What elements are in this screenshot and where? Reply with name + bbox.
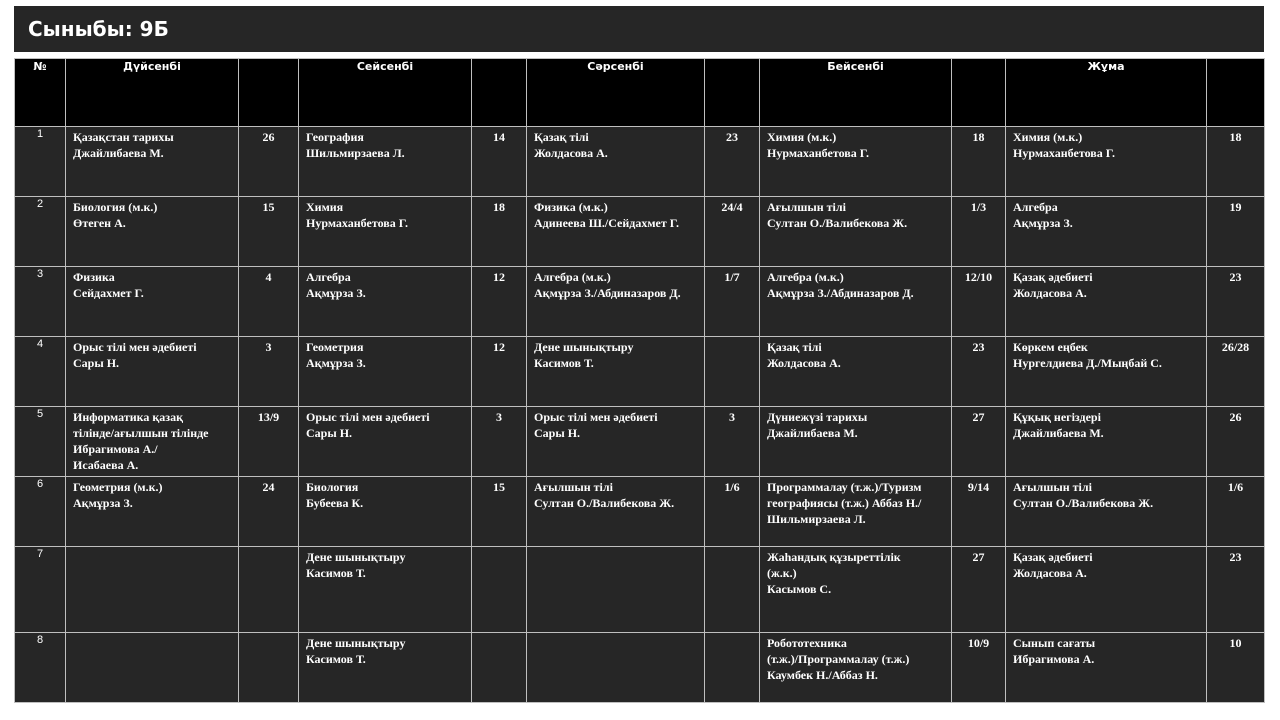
room-number	[705, 337, 760, 407]
room-number: 1/7	[705, 267, 760, 337]
teacher-name: Ақмұрза З.	[73, 496, 133, 510]
lesson-line: тілінде/ағылшын тілінде	[73, 426, 209, 440]
lesson-cell	[66, 337, 239, 407]
lesson-cell	[299, 477, 472, 547]
subject-name: Физика	[73, 270, 115, 284]
teacher-name: Сары Н.	[306, 426, 353, 440]
room-number: 24	[239, 477, 299, 547]
room-number: 1/3	[952, 197, 1006, 267]
lesson-cell	[1006, 337, 1207, 407]
header-day-monday: Дүйсенбі	[66, 59, 239, 127]
room-number: 15	[472, 477, 527, 547]
lesson-cell	[527, 267, 705, 337]
table-row	[15, 127, 1265, 197]
table-row	[15, 477, 1265, 547]
page-title: Сыныбы: 9Б	[14, 6, 1264, 52]
room-number: 26	[239, 127, 299, 197]
room-number: 23	[1207, 547, 1265, 633]
teacher-name: Шильмирзаева Л.	[306, 146, 405, 160]
subject-name: Биология	[306, 480, 359, 494]
teacher-name: Касимов Т.	[306, 652, 366, 666]
lesson-cell	[760, 407, 952, 477]
teacher-name: Касимов Т.	[534, 356, 594, 370]
teacher-name: Ибрагимова А.	[1013, 652, 1095, 666]
room-number: 13/9	[239, 407, 299, 477]
room-number: 27	[952, 547, 1006, 633]
lesson-line: Исабаева А.	[73, 458, 139, 472]
lesson-line: Шильмирзаева Л.	[767, 512, 866, 526]
teacher-name: Касимов Т.	[306, 566, 366, 580]
lesson-number: 1	[15, 127, 66, 197]
lesson-cell	[66, 547, 239, 633]
teacher-name: Өтеген А.	[73, 216, 126, 230]
lesson-cell	[299, 267, 472, 337]
header-room	[705, 59, 760, 127]
teacher-name: Ақмұрза З.	[306, 286, 366, 300]
teacher-name: Бубеева К.	[306, 496, 364, 510]
table-row	[15, 197, 1265, 267]
schedule-body	[15, 127, 1265, 703]
room-number: 12	[472, 337, 527, 407]
subject-name: Дүниежүзі тарихы	[767, 410, 868, 424]
room-number: 19	[1207, 197, 1265, 267]
subject-name: Биология (м.к.)	[73, 200, 158, 214]
header-room	[952, 59, 1006, 127]
subject-name: Дене шынықтыру	[306, 550, 406, 564]
teacher-name: Адинеева Ш./Сейдахмет Г.	[534, 216, 680, 230]
header-room	[472, 59, 527, 127]
subject-name: Алгебра (м.к.)	[767, 270, 844, 284]
lesson-line: Робототехника	[767, 636, 847, 650]
teacher-name: Султан О./Валибекова Ж.	[767, 216, 908, 230]
room-number: 27	[952, 407, 1006, 477]
lesson-cell	[66, 477, 239, 547]
lesson-cell	[1006, 267, 1207, 337]
lesson-cell	[66, 407, 239, 477]
room-number: 9/14	[952, 477, 1006, 547]
room-number: 3	[705, 407, 760, 477]
teacher-name: Нургелдиева Д./Мыңбай С.	[1013, 356, 1162, 370]
subject-name: Ағылшын тілі	[1013, 480, 1092, 494]
room-number: 3	[472, 407, 527, 477]
lesson-cell	[66, 197, 239, 267]
room-number: 12/10	[952, 267, 1006, 337]
room-number: 10/9	[952, 633, 1006, 703]
lesson-line: Программалау (т.ж.)/Туризм	[767, 480, 922, 494]
lesson-line: географиясы (т.ж.) Аббаз Н./	[767, 496, 922, 510]
lesson-line: Касымов С.	[767, 582, 832, 596]
subject-name: Алгебра	[306, 270, 351, 284]
lesson-line: Ибрагимова А./	[73, 442, 158, 456]
subject-name: Алгебра (м.к.)	[534, 270, 611, 284]
teacher-name: Нурмаханбетова Г.	[1013, 146, 1116, 160]
table-row	[15, 633, 1265, 703]
room-number: 23	[952, 337, 1006, 407]
lesson-cell	[527, 633, 705, 703]
lesson-cell	[760, 547, 952, 633]
lesson-line: (ж.к.)	[767, 566, 797, 580]
teacher-name: Ақмұрза З./Абдиназаров Д.	[767, 286, 914, 300]
room-number: 26/28	[1207, 337, 1265, 407]
room-number: 18	[472, 197, 527, 267]
room-number: 18	[1207, 127, 1265, 197]
lesson-cell	[299, 197, 472, 267]
header-num: №	[15, 59, 66, 127]
room-number	[705, 633, 760, 703]
teacher-name: Нурмаханбетова Г.	[306, 216, 409, 230]
teacher-name: Ақмұрза З.	[306, 356, 366, 370]
lesson-number: 2	[15, 197, 66, 267]
subject-name: География	[306, 130, 364, 144]
teacher-name: Ақмұрза З./Абдиназаров Д.	[534, 286, 681, 300]
teacher-name: Жолдасова А.	[534, 146, 608, 160]
lesson-cell	[1006, 407, 1207, 477]
room-number	[472, 633, 527, 703]
teacher-name: Сары Н.	[73, 356, 120, 370]
lesson-number: 3	[15, 267, 66, 337]
lesson-number: 4	[15, 337, 66, 407]
table-row	[15, 547, 1265, 633]
lesson-cell	[760, 197, 952, 267]
lesson-cell	[299, 633, 472, 703]
lesson-cell	[527, 127, 705, 197]
teacher-name: Султан О./Валибекова Ж.	[534, 496, 675, 510]
header-day-thursday: Бейсенбі	[760, 59, 952, 127]
lesson-cell	[760, 477, 952, 547]
teacher-name: Султан О./Валибекова Ж.	[1013, 496, 1154, 510]
lesson-cell	[1006, 477, 1207, 547]
room-number: 14	[472, 127, 527, 197]
lesson-number: 5	[15, 407, 66, 477]
room-number	[472, 547, 527, 633]
lesson-cell	[1006, 127, 1207, 197]
header-room	[1207, 59, 1265, 127]
teacher-name: Джайлибаева М.	[1013, 426, 1104, 440]
lesson-cell	[1006, 633, 1207, 703]
lesson-cell	[1006, 547, 1207, 633]
subject-name: Химия (м.к.)	[1013, 130, 1083, 144]
schedule-table	[14, 58, 1265, 703]
subject-name: Қазақ тілі	[767, 340, 822, 354]
room-number: 12	[472, 267, 527, 337]
subject-name: Қазақстан тарихы	[73, 130, 174, 144]
header-day-wednesday: Сәрсенбі	[527, 59, 705, 127]
teacher-name: Джайлибаева М.	[767, 426, 858, 440]
room-number: 3	[239, 337, 299, 407]
subject-name: Ағылшын тілі	[767, 200, 846, 214]
lesson-cell	[66, 127, 239, 197]
table-row	[15, 267, 1265, 337]
lesson-cell	[299, 127, 472, 197]
lesson-cell	[760, 337, 952, 407]
table-row	[15, 407, 1265, 477]
subject-name: Геометрия	[306, 340, 364, 354]
header-room	[239, 59, 299, 127]
lesson-cell	[1006, 197, 1207, 267]
room-number: 1/6	[1207, 477, 1265, 547]
subject-name: Ағылшын тілі	[534, 480, 613, 494]
teacher-name: Сары Н.	[534, 426, 581, 440]
teacher-name: Жолдасова А.	[1013, 566, 1087, 580]
subject-name: Құқық негіздері	[1013, 410, 1101, 424]
header-day-tuesday: Сейсенбі	[299, 59, 472, 127]
lesson-number: 6	[15, 477, 66, 547]
teacher-name: Джайлибаева М.	[73, 146, 164, 160]
subject-name: Дене шынықтыру	[306, 636, 406, 650]
subject-name: Орыс тілі мен әдебиеті	[534, 410, 658, 424]
lesson-cell	[527, 547, 705, 633]
lesson-cell	[527, 407, 705, 477]
subject-name: Орыс тілі мен әдебиеті	[306, 410, 430, 424]
teacher-name: Нурмаханбетова Г.	[767, 146, 870, 160]
subject-name: Көркем еңбек	[1013, 340, 1088, 354]
room-number: 23	[1207, 267, 1265, 337]
room-number: 1/6	[705, 477, 760, 547]
room-number: 4	[239, 267, 299, 337]
lesson-cell	[760, 127, 952, 197]
teacher-name: Сейдахмет Г.	[73, 286, 144, 300]
subject-name: Сынып сағаты	[1013, 636, 1096, 650]
lesson-line: (т.ж.)/Программалау (т.ж.)	[767, 652, 910, 666]
lesson-line: Жаһандық құзыреттілік	[767, 550, 901, 564]
teacher-name: Жолдасова А.	[1013, 286, 1087, 300]
header-day-friday: Жұма	[1006, 59, 1207, 127]
lesson-line: Каумбек Н./Аббаз Н.	[767, 668, 878, 682]
subject-name: Дене шынықтыру	[534, 340, 634, 354]
subject-name: Алгебра	[1013, 200, 1058, 214]
room-number: 15	[239, 197, 299, 267]
lesson-cell	[527, 197, 705, 267]
room-number	[705, 547, 760, 633]
lesson-cell	[760, 633, 952, 703]
header-row	[15, 59, 1265, 127]
lesson-cell	[760, 267, 952, 337]
subject-name: Қазақ тілі	[534, 130, 589, 144]
lesson-cell	[527, 477, 705, 547]
subject-name: Химия	[306, 200, 344, 214]
lesson-cell	[66, 267, 239, 337]
lesson-cell	[66, 633, 239, 703]
teacher-name: Жолдасова А.	[767, 356, 841, 370]
room-number: 24/4	[705, 197, 760, 267]
subject-name: Геометрия (м.к.)	[73, 480, 163, 494]
lesson-cell	[299, 547, 472, 633]
lesson-number: 8	[15, 633, 66, 703]
teacher-name: Ақмұрза З.	[1013, 216, 1073, 230]
room-number: 10	[1207, 633, 1265, 703]
room-number	[239, 547, 299, 633]
table-row	[15, 337, 1265, 407]
subject-name: Химия (м.к.)	[767, 130, 837, 144]
room-number: 18	[952, 127, 1006, 197]
room-number: 23	[705, 127, 760, 197]
lesson-number: 7	[15, 547, 66, 633]
subject-name: Қазақ әдебиеті	[1013, 270, 1093, 284]
room-number: 26	[1207, 407, 1265, 477]
subject-name: Орыс тілі мен әдебиеті	[73, 340, 197, 354]
lesson-line: Информатика қазақ	[73, 410, 184, 424]
lesson-cell	[527, 337, 705, 407]
lesson-cell	[299, 407, 472, 477]
room-number	[239, 633, 299, 703]
lesson-cell	[299, 337, 472, 407]
subject-name: Физика (м.к.)	[534, 200, 608, 214]
subject-name: Қазақ әдебиеті	[1013, 550, 1093, 564]
